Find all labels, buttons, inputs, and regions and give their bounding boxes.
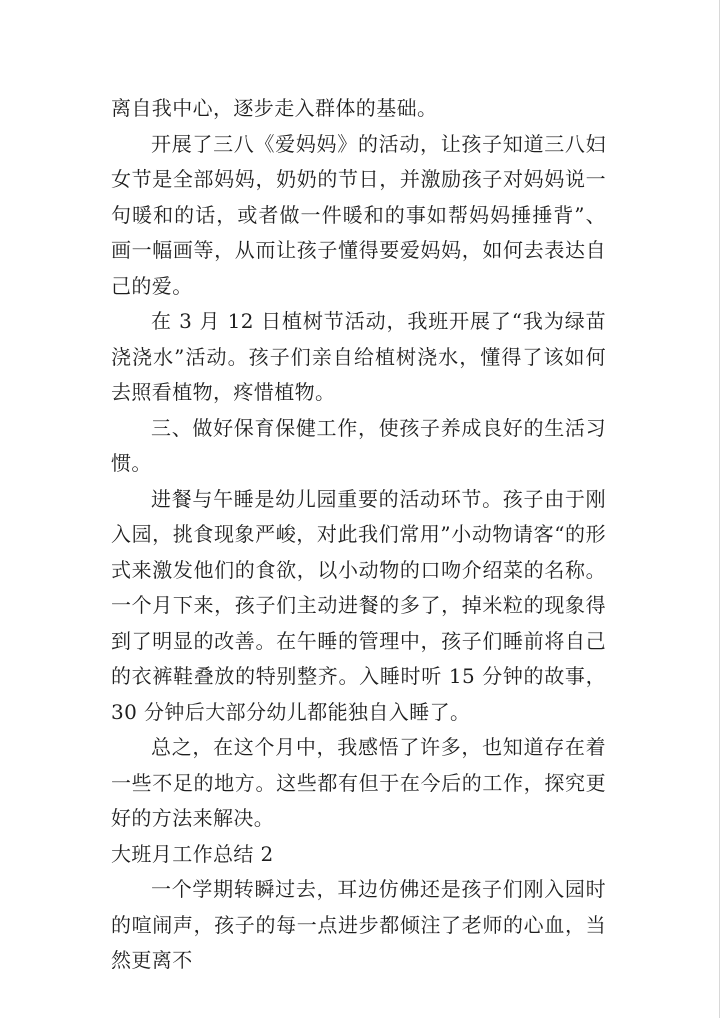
paragraph-continuation: 离自我中心，逐步走入群体的基础。 [111,96,438,120]
paragraph-arbor-day-activity: 在 3 月 12 日植树节活动，我班开展了“我为绿苗浇浇水”活动。孩子们亲自给植树浇水，懂得了该如何去照看植物，疼惜植物。 [111,309,606,404]
document-body [111,91,606,979]
paragraph-womens-day-activity: 开展了三八《爱妈妈》的活动，让孩子知道三八妇女节是全部妈妈，奶奶的节日，并激励孩子对妈妈说一句暖和的话，或者做一件暖和的事如帮妈妈捶捶背”、画一幅画等，从而让孩子懂得要爱妈妈，如何去表达自己的爱。 [111,131,606,298]
paragraph-semester-intro: 一个学期转瞬过去，耳边仿佛还是孩子们刚入园时的喧闹声，孩子的每一点进步都倾注了老师的心血，当然更离不 [111,877,606,972]
paragraph-meals-and-naps: 进餐与午睡是幼儿园重要的活动环节。孩子由于刚入园，挑食现象严峻，对此我们常用”小动物请客“的形式来激发他们的食欲，以小动物的口吻介绍菜的名称。一个月下来，孩子们主动进餐的多了，掉米粒的现象得到了明显的改善。在午睡的管理中，孩子们睡前将自己的衣裤鞋叠放的特别整齐。入睡时听 15 分钟的故事，30 分钟后大部分幼儿都能独自入睡了。 [111,486,606,724]
section-heading-childcare: 三、做好保育保健工作，使孩子养成良好的生活习惯。 [111,415,606,475]
document-heading: 大班月工作总结 2 [111,841,274,866]
paragraph-conclusion: 总之，在这个月中，我感悟了许多，也知道存在着一些不足的地方。这些都有但于在今后的工作，探究更好的方法来解决。 [111,735,606,830]
